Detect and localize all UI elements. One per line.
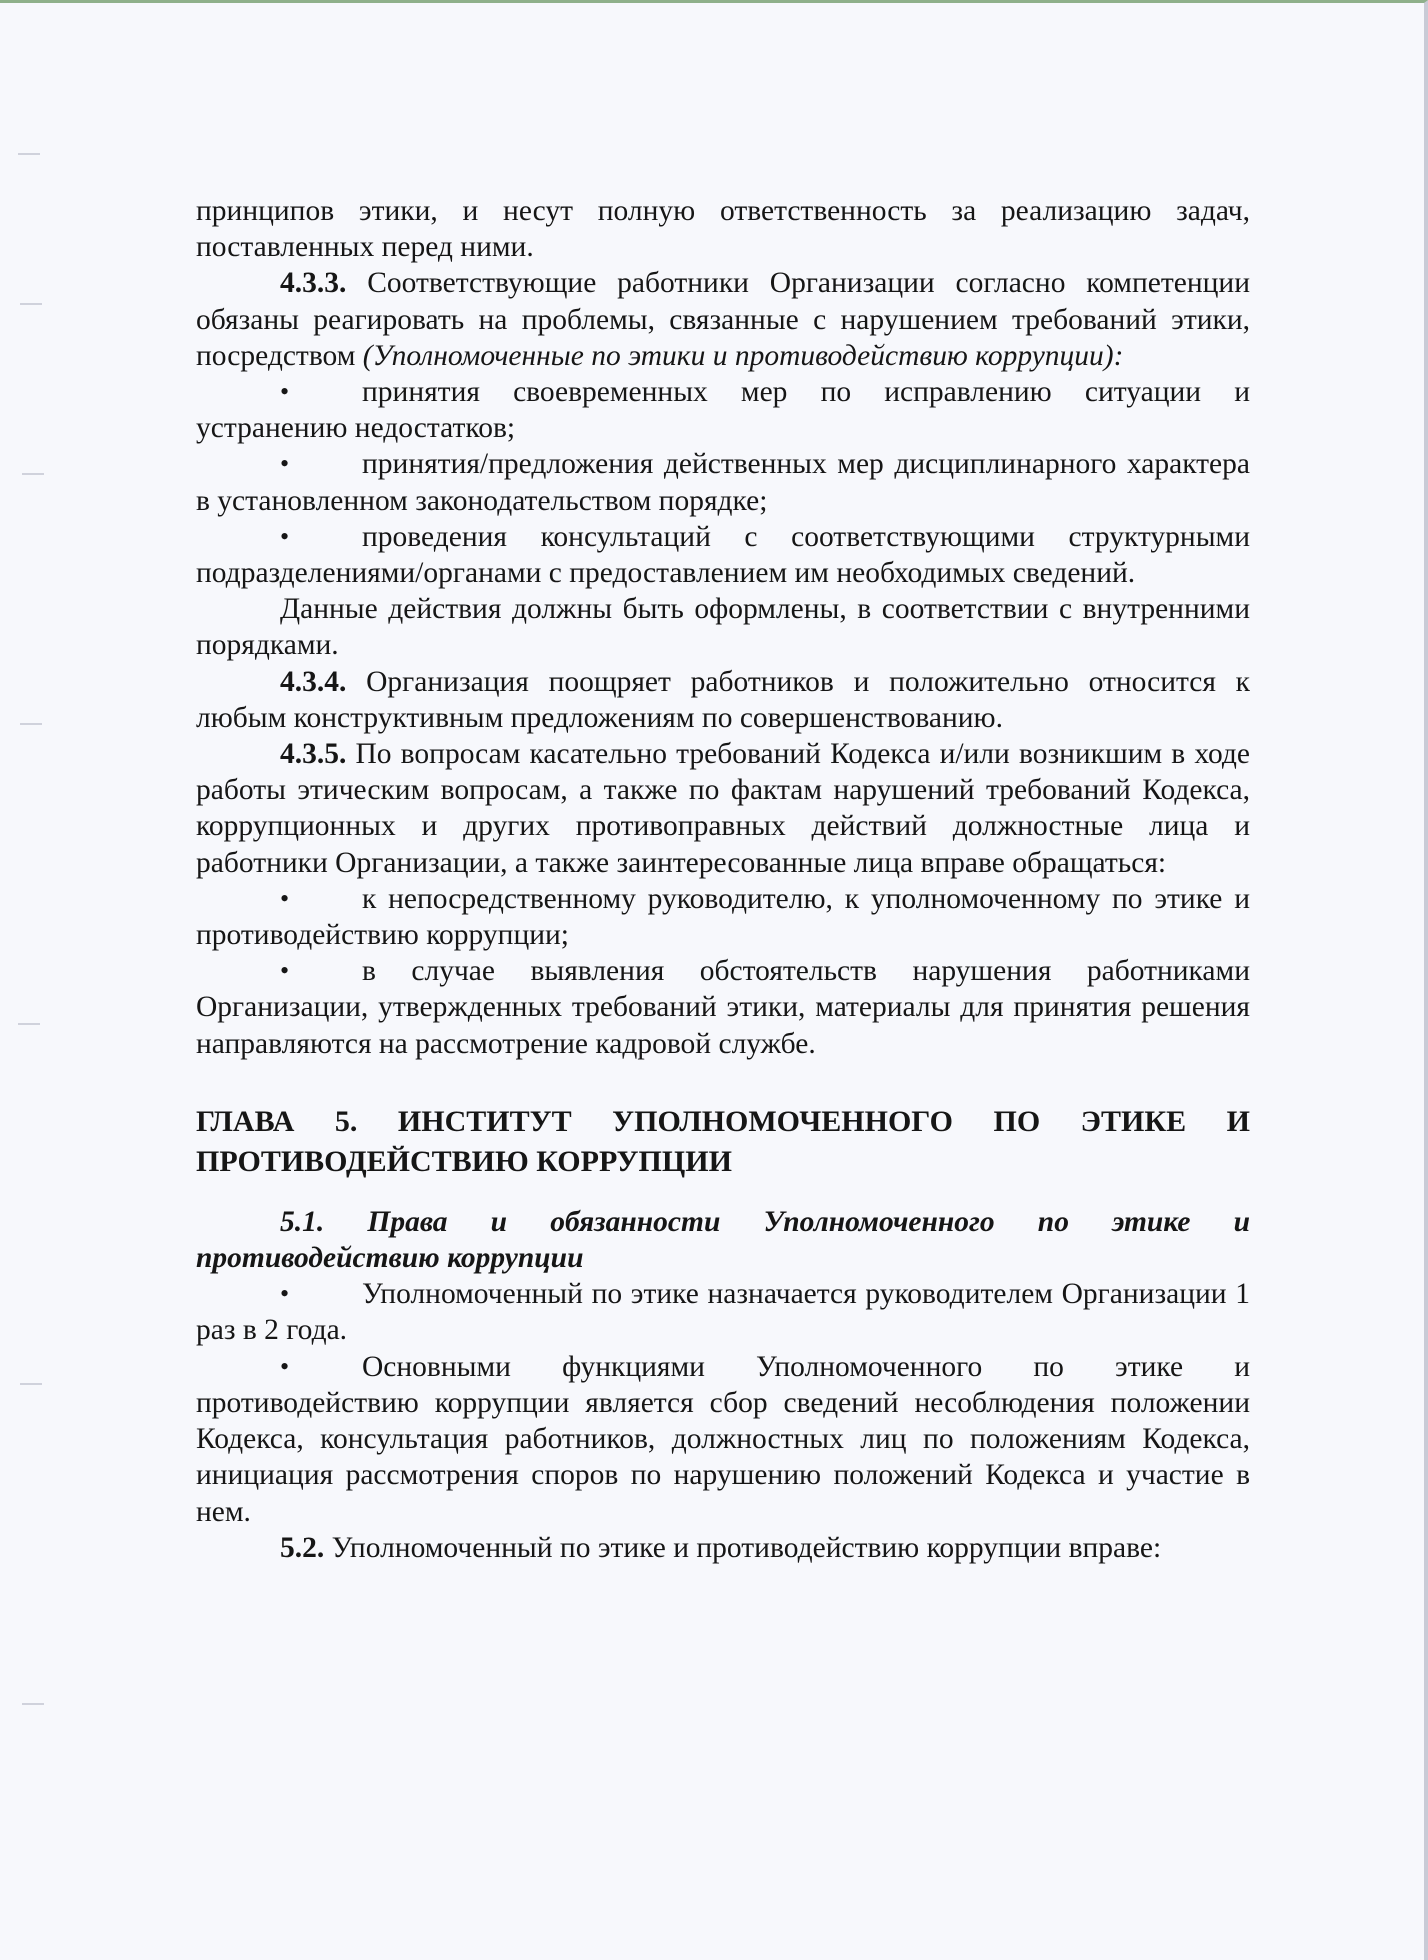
- list-item: [196, 446, 1250, 518]
- scan-mark: [20, 723, 42, 725]
- clause-number: 4.3.3.: [280, 267, 347, 300]
- clause-number: 4.3.5.: [280, 738, 347, 771]
- document-body: [196, 193, 1250, 1566]
- list-item-text: в случае выявления обстоятельств нарушения работниками Организации, утвержденных требований этики, материалы для принятия решения направляются на рассмотрение кадровой службе.: [196, 955, 1250, 1060]
- list-item-text: к непосредственному руководителю, к уполномоченному по этике и противодействию коррупции;: [196, 882, 1250, 952]
- bullet-icon: •: [280, 956, 290, 986]
- list-item-text: проведения консультаций с соответствующими структурными подразделениями/органами с предоставлением им необходимых сведений.: [196, 520, 1250, 590]
- spacer: [196, 1182, 1250, 1204]
- paragraph-actions: Данные действия должны быть оформлены, в соответствии с внутренними порядками.: [196, 593, 1250, 662]
- clause-italic-text: (Уполномоченные по этики и противодействию коррупции):: [362, 339, 1124, 372]
- paragraph-4-3-3: [196, 265, 1250, 374]
- list-item-text: принятия своевременных мер по исправлению ситуации и устранению недостатков;: [196, 376, 1250, 445]
- paragraph-continuation: принципов этики, и несут полную ответственность за реализацию задач, поставленных перед ними.: [196, 195, 1250, 264]
- scan-mark: [22, 1703, 44, 1705]
- list-item-text: принятия/предложения действенных мер дисциплинарного характера в установленном законодательством порядке;: [196, 448, 1250, 517]
- scan-mark: [18, 1023, 40, 1025]
- paragraph-4-3-5: [196, 736, 1250, 881]
- list-item: [196, 519, 1250, 591]
- list-item: [196, 953, 1250, 1062]
- bullet-icon: •: [280, 449, 290, 479]
- clause-text: Соответствующие работники Организации согласно компетенции обязаны реагировать на проблемы, связанные с нарушением требований этики, посредством: [196, 267, 1250, 372]
- paragraph-5-2: [196, 1530, 1250, 1566]
- scan-mark: [18, 153, 40, 155]
- scan-mark: [20, 1383, 42, 1385]
- bullet-icon: •: [280, 377, 290, 407]
- list-item-text: Уполномоченный по этике назначается руководителем Организации 1 раз в 2 года.: [196, 1278, 1250, 1347]
- bullet-icon: •: [280, 521, 290, 551]
- list-item-text: Основными функциями Уполномоченного по этике и противодействию коррупции является сбор сведений несоблюдения положении Кодекса, консультация работников, должностных лиц по положениям Кодекса, инициация рассмотрения споров по нарушению положений Кодекса и участие в нем.: [196, 1350, 1250, 1528]
- spacer: [196, 1062, 1250, 1102]
- clause-number: 5.2.: [280, 1531, 325, 1564]
- scan-mark: [20, 303, 42, 305]
- list-item: [196, 881, 1250, 953]
- paragraph-4-3-4: [196, 664, 1250, 736]
- list-item: [196, 1349, 1250, 1530]
- clause-text: Организация поощряет работников и положительно относится к любым конструктивным предложениям по совершенствованию.: [196, 665, 1250, 734]
- clause-text: Уполномоченный по этике и противодействию коррупции вправе:: [324, 1531, 1162, 1564]
- bullet-icon: •: [280, 883, 290, 913]
- bullet-icon: •: [280, 1279, 290, 1309]
- clause-text: По вопросам касательно требований Кодекса и/или возникшим в ходе работы этическим вопросам, а также по фактам нарушений требований Кодекса, коррупционных и других противоправных действий должностные лица и работники Организации, а также заинтересованные лица вправе обращаться:: [196, 738, 1250, 879]
- scan-mark: [22, 473, 44, 475]
- chapter-heading: ГЛАВА 5. ИНСТИТУТ УПОЛНОМОЧЕННОГО ПО ЭТИКЕ И ПРОТИВОДЕЙСТВИЮ КОРРУПЦИИ: [196, 1104, 1250, 1178]
- list-item: [196, 1276, 1250, 1348]
- clause-number: 4.3.4.: [280, 665, 347, 698]
- bullet-icon: •: [280, 1351, 290, 1381]
- section-heading: 5.1. Права и обязанности Уполномоченного по этике и противодействию коррупции: [196, 1205, 1250, 1275]
- list-item: [196, 374, 1250, 446]
